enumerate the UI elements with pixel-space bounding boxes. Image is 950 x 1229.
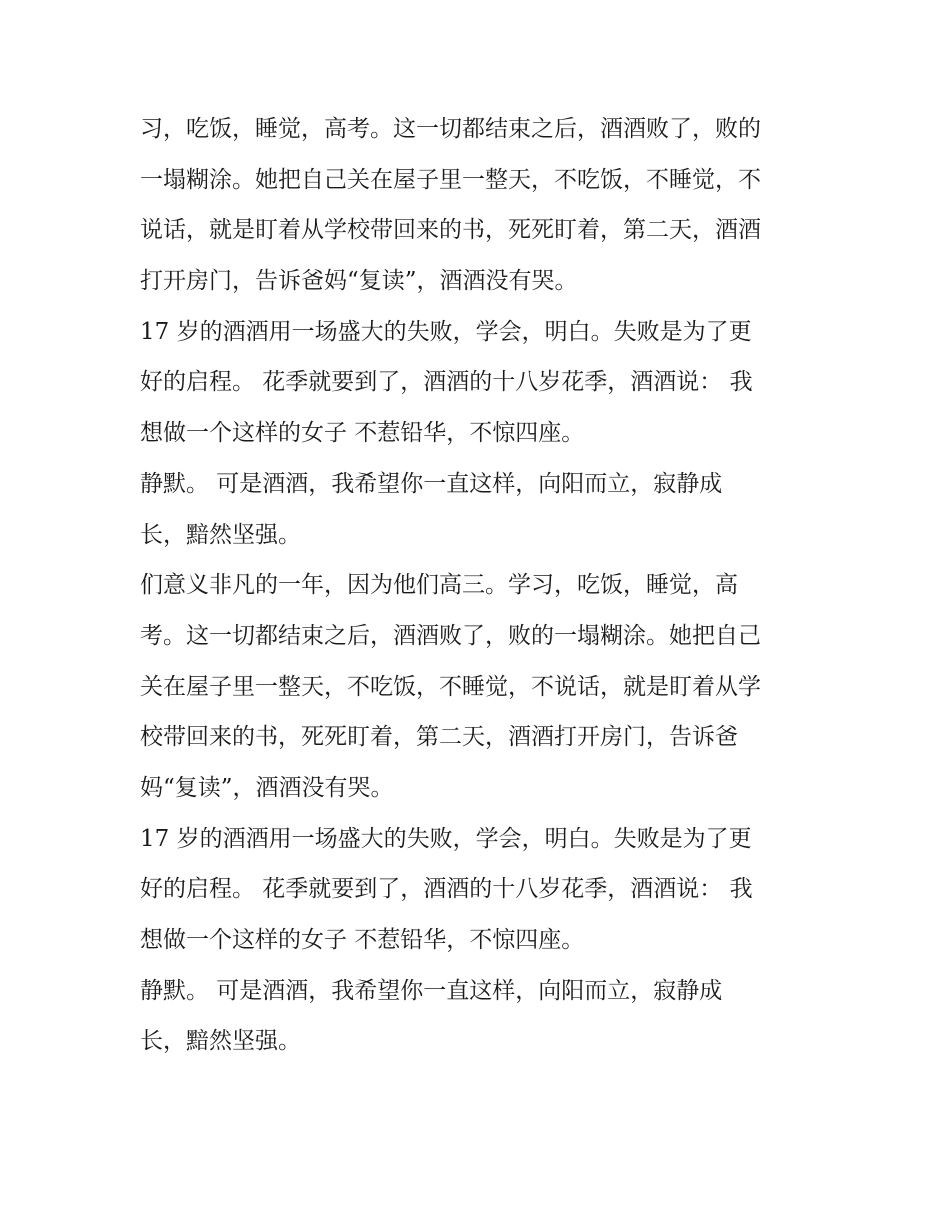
text-line: 静默。 可是酒酒，我希望你一直这样，向阳而立，寂静成 (140, 977, 723, 1004)
text-line: 长，黯然坚强。 (140, 1028, 301, 1055)
text-line: 好的启程。 花季就要到了，酒酒的十八岁花季，酒酒说： 我 (140, 369, 753, 396)
text-line: 关在屋子里一整天，不吃饭，不睡觉，不说话，就是盯着从学 (140, 673, 761, 700)
paragraph-1 (140, 104, 820, 307)
text-line: 长，黯然坚强。 (140, 521, 301, 548)
document-body (140, 104, 820, 1067)
text-line: 打开房门，告诉爸妈“复读”，酒酒没有哭。 (140, 268, 578, 295)
text-line: 妈“复读”，酒酒没有哭。 (140, 774, 394, 801)
paragraph-5 (140, 814, 820, 966)
text-line: 17 岁的酒酒用一场盛大的失败，学会，明白。失败是为了更 (140, 825, 752, 852)
text-line: 校带回来的书，死死盯着，第二天，酒酒打开房门，告诉爸 (140, 724, 738, 751)
text-line: 们意义非凡的一年，因为他们高三。学习，吃饭，睡觉，高 (140, 572, 738, 599)
text-line: 说话，就是盯着从学校带回来的书，死死盯着，第二天，酒酒 (140, 217, 761, 244)
paragraph-4 (140, 560, 820, 813)
paragraph-3 (140, 459, 820, 560)
text-line: 静默。 可是酒酒，我希望你一直这样，向阳而立，寂静成 (140, 470, 723, 497)
text-line: 好的启程。 花季就要到了，酒酒的十八岁花季，酒酒说： 我 (140, 876, 753, 903)
text-line: 一塌糊涂。她把自己关在屋子里一整天，不吃饭，不睡觉，不 (140, 166, 761, 193)
text-line: 考。这一切都结束之后，酒酒败了，败的一塌糊涂。她把自己 (140, 622, 761, 649)
text-line: 习，吃饭，睡觉，高考。这一切都结束之后，酒酒败了，败的 (140, 116, 761, 142)
paragraph-6 (140, 966, 820, 1067)
paragraph-2 (140, 307, 820, 459)
text-line: 想做一个这样的女子 不惹铅华，不惊四座。 (140, 927, 585, 953)
text-line: 想做一个这样的女子 不惹铅华，不惊四座。 (140, 420, 585, 447)
text-line: 17 岁的酒酒用一场盛大的失败，学会，明白。失败是为了更 (140, 318, 752, 345)
